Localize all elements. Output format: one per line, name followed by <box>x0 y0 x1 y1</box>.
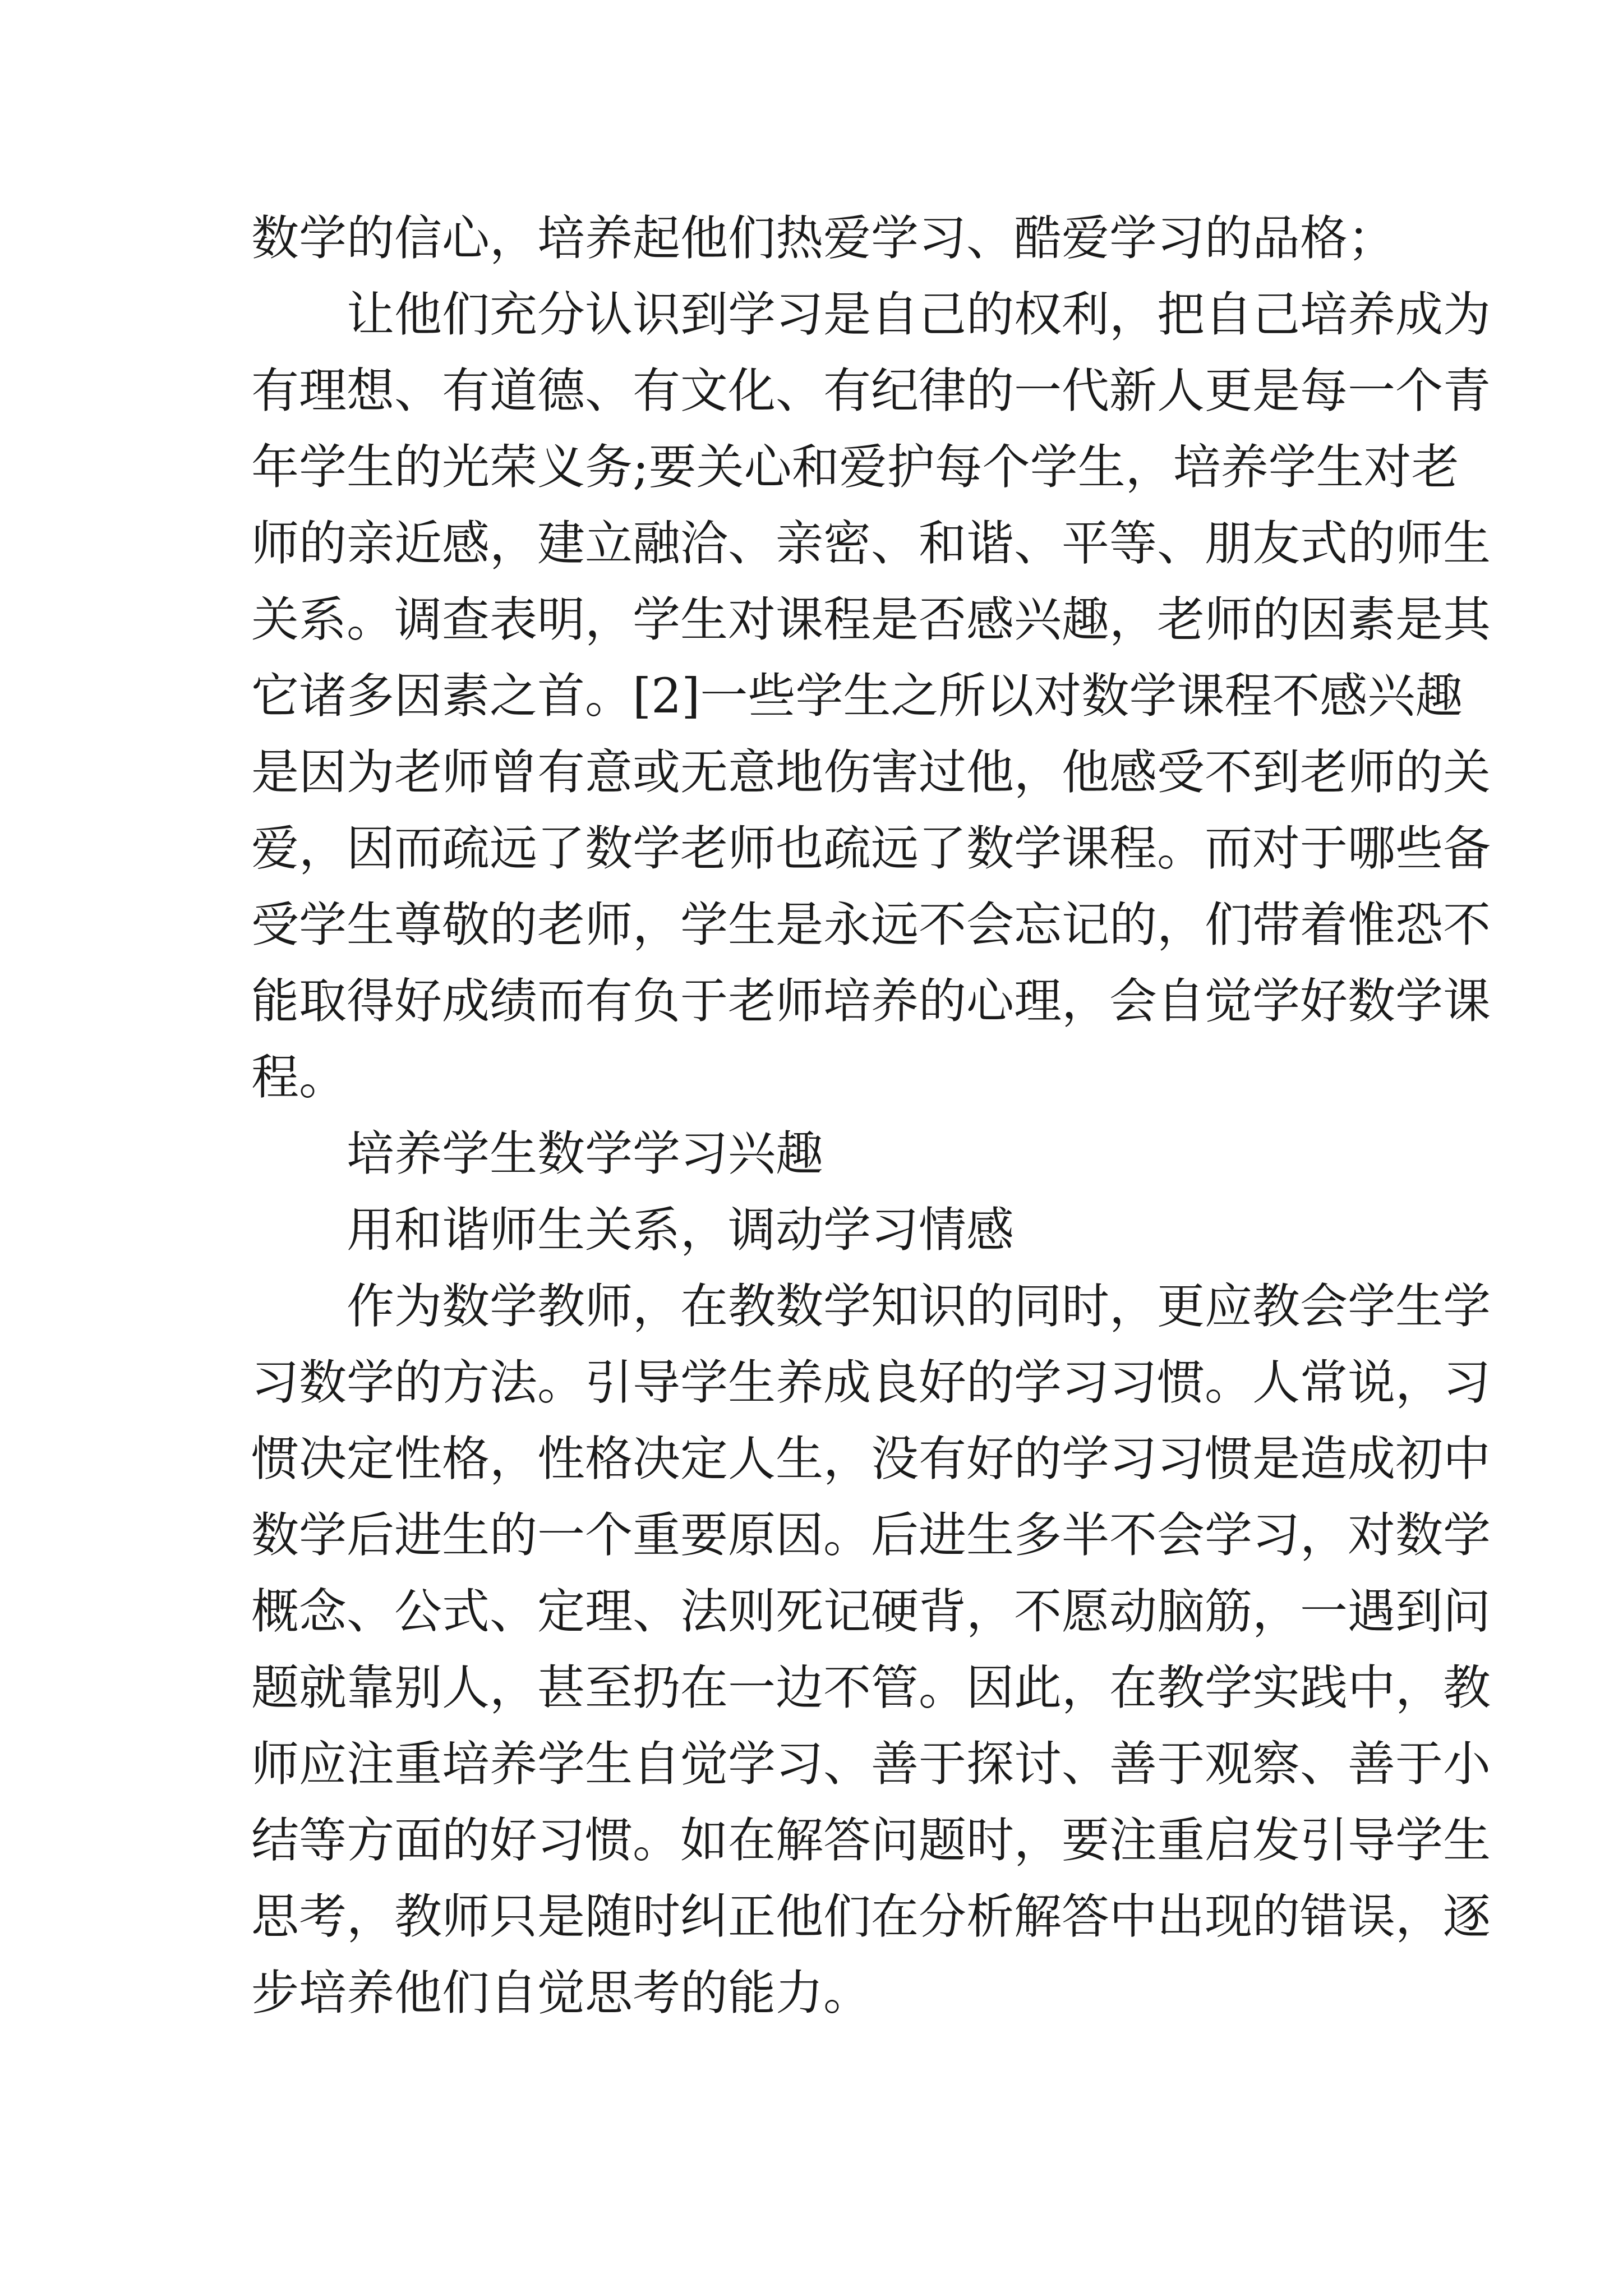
paragraph-line: 概念、公式、定理、法则死记硬背，不愿动脑筋，一遇到问 <box>251 1584 1491 1640</box>
paragraph-line: 能取得好成绩而有负于老师培养的心理，会自觉学好数学课 <box>251 974 1491 1029</box>
paragraph-line: 数学的信心，培养起他们热爱学习、酷爱学习的品格； <box>251 211 1396 266</box>
paragraph-line: 数学后进生的一个重要原因。后进生多半不会学习，对数学 <box>251 1508 1491 1563</box>
section-heading: 培养学生数学学习兴趣 <box>347 1126 824 1182</box>
paragraph-line: 习数学的方法。引导学生养成良好的学习习惯。人常说，习 <box>251 1355 1491 1411</box>
paragraph-line: 思考，教师只是随时纠正他们在分析解答中出现的错误，逐 <box>251 1889 1491 1945</box>
paragraph-line: 爱，因而疏远了数学老师也疏远了数学课程。而对于哪些备 <box>251 821 1491 877</box>
paragraph-line: 惯决定性格，性格决定人生，没有好的学习习惯是造成初中 <box>251 1432 1491 1487</box>
paragraph-line: 师的亲近感，建立融洽、亲密、和谐、平等、朋友式的师生 <box>251 516 1491 572</box>
paragraph-line: 结等方面的好习惯。如在解答问题时，要注重启发引导学生 <box>251 1813 1491 1869</box>
paragraph-line: 是因为老师曾有意或无意地伤害过他，他感受不到老师的关 <box>251 745 1491 800</box>
paragraph-line: 题就靠别人，甚至扔在一边不管。因此，在教学实践中，教 <box>251 1660 1491 1716</box>
paragraph-line: 让他们充分认识到学习是自己的权利，把自己培养成为 <box>347 287 1491 343</box>
paragraph-line: 师应注重培养学生自觉学习、善于探讨、善于观察、善于小 <box>251 1737 1491 1792</box>
document-body <box>251 201 1491 2032</box>
paragraph-line: 它诸多因素之首。[2]一些学生之所以对数学课程不感兴趣 <box>251 669 1463 724</box>
paragraph-line: 年学生的光荣义务;要关心和爱护每个学生，培养学生对老 <box>251 440 1459 495</box>
paragraph-line: 程。 <box>251 1050 347 1106</box>
paragraph-line: 关系。调查表明，学生对课程是否感兴趣，老师的因素是其 <box>251 592 1491 648</box>
paragraph-line: 受学生尊敬的老师，学生是永远不会忘记的，们带着惟恐不 <box>251 898 1491 953</box>
section-subheading: 用和谐师生关系，调动学习情感 <box>347 1203 1015 1258</box>
paragraph-line: 有理想、有道德、有文化、有纪律的一代新人更是每一个青 <box>251 364 1491 419</box>
paragraph-line: 步培养他们自觉思考的能力。 <box>251 1966 872 2021</box>
paragraph-line: 作为数学教师，在教数学知识的同时，更应教会学生学 <box>347 1279 1491 1335</box>
